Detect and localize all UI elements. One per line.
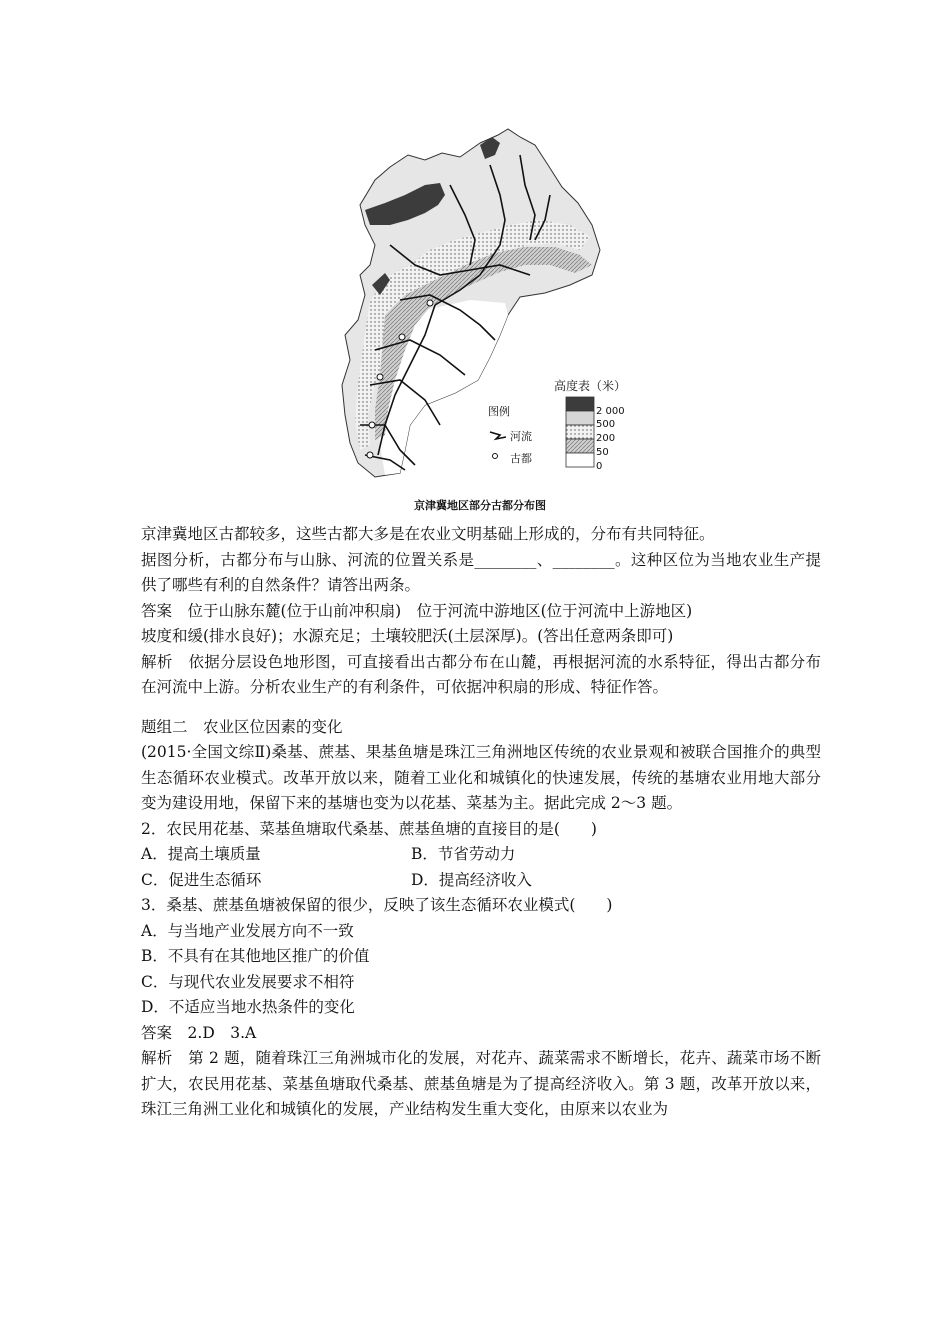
document-body <box>141 522 821 1123</box>
q1-intro: 京津冀地区古都较多，这些古都大多是在农业文明基础上形成的，分布有共同特征。 <box>141 525 715 543</box>
answer-text: 2.D 3.A <box>187 1023 257 1042</box>
answer-label: 答案 <box>141 1023 173 1042</box>
elevation-level-50: 50 <box>596 447 609 458</box>
answer-label: 答案 <box>141 601 173 620</box>
elevation-scale <box>566 397 594 467</box>
q3-option-a: A．与当地产业发展方向不一致 <box>141 921 354 940</box>
legend-title: 图例 <box>488 405 510 418</box>
group2-analysis <box>141 1046 821 1123</box>
q2-option-d: D．提高经济收入 <box>411 870 532 889</box>
question-2-options-row-2 <box>141 868 821 894</box>
elevation-level-200: 200 <box>596 433 616 444</box>
legend-river-symbol <box>490 432 506 439</box>
analysis-label: 解析 <box>141 1049 173 1067</box>
q2-option-a: A．提高土壤质量 <box>141 845 261 863</box>
question-3: 3．桑基、蔗基鱼塘被保留的很少，反映了该生态循环农业模式( ) <box>141 896 613 914</box>
group2-answer <box>141 1021 821 1047</box>
elevation-level-2000: 2 000 <box>596 406 625 417</box>
elevation-level-0: 0 <box>596 461 603 472</box>
q1-question: 据图分析，古都分布与山脉、河流的位置关系是________、________。这种区位为当地农业生产提供了哪些有利的自然条件？请答出两条。 <box>141 550 821 594</box>
q3-option-b: B．不具有在其他地区推广的价值 <box>141 947 370 965</box>
elevation-title: 高度表（米） <box>554 379 627 393</box>
group2-heading: 题组二 农业区位因素的变化 <box>141 717 343 736</box>
legend-capital-label: 古都 <box>510 452 532 465</box>
group2-passage: (2015·全国文综Ⅱ)桑基、蔗基、果基鱼塘是珠江三角洲地区传统的农业景观和被联合国推介的典型生态循环农业模式。改革开放以来，随着工业化和城镇化的快速发展，传统的基塘农业用地大部分变为建设用地，保留下来的基塘也变为以花基、菜基为主。据此完成 2～3 题。 <box>141 743 821 812</box>
map-figure <box>330 125 630 520</box>
q3-option-d: D．不适应当地水热条件的变化 <box>141 998 355 1016</box>
analysis-label: 解析 <box>141 652 173 671</box>
q1-analysis <box>141 650 821 701</box>
legend-capital-symbol <box>493 454 498 459</box>
q1-answer <box>141 599 821 625</box>
jingjinji-map <box>330 125 630 495</box>
elevation-level-500: 500 <box>596 419 616 430</box>
question-2: 2．农民用花基、菜基鱼塘取代桑基、蔗基鱼塘的直接目的是( ) <box>141 819 597 838</box>
question-2-options-row-1 <box>141 842 821 868</box>
figure-caption: 京津冀地区部分古都分布图 <box>414 499 546 512</box>
legend-river-label: 河流 <box>510 430 532 443</box>
q3-option-c: C．与现代农业发展要求不相符 <box>141 972 355 991</box>
q2-option-b: B．节省劳动力 <box>411 845 516 863</box>
answer-text: 位于山脉东麓(位于山前冲积扇) 位于河流中游地区(位于河流中上游地区) <box>187 601 693 620</box>
analysis-text: 第 2 题，随着珠江三角洲城市化的发展，对花卉、蔬菜需求不断增长，花卉、蔬菜市场不断扩大，农民用花基、菜基鱼塘取代桑基、蔗基鱼塘是为了提高经济收入。第 3 题，改革开放以来，珠江三角洲工业化和城镇化的发展，产业结构发生重大变化，由原来以农业为 <box>141 1049 821 1118</box>
q2-option-c: C．促进生态循环 <box>141 870 262 889</box>
q1-answer-continued: 坡度和缓(排水良好)；水源充足；土壤较肥沃(土层深厚)。(答出任意两条即可) <box>141 627 674 645</box>
analysis-text: 依据分层设色地形图，可直接看出古都分布在山麓，再根据河流的水系特征，得出古都分布在河流中上游。分析农业生产的有利条件，可依据冲积扇的形成、特征作答。 <box>141 652 821 696</box>
